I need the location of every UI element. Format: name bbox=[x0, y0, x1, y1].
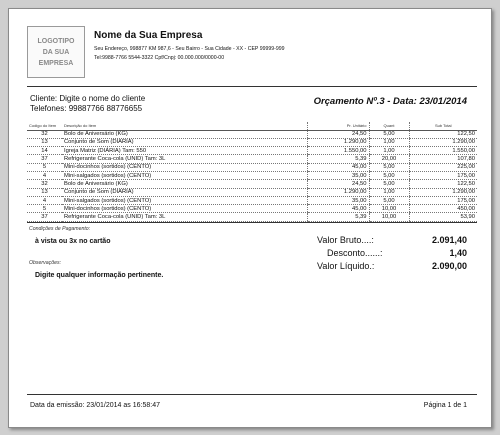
item-code: 5 bbox=[27, 205, 62, 213]
item-description: Igreja Matriz (DIÁRIA) Tam: 550 bbox=[62, 147, 307, 155]
item-unit-price: 45,00 bbox=[307, 163, 369, 171]
item-description: Mini-salgados (sortidos) (CENTO) bbox=[62, 196, 307, 204]
item-unit-price: 1.290,00 bbox=[307, 188, 369, 196]
item-description: Mini-salgados (sortidos) (CENTO) bbox=[62, 171, 307, 179]
item-description: Mini-docinhos (sortidos) (CENTO) bbox=[62, 205, 307, 213]
item-description: Mini-docinhos (sortidos) (CENTO) bbox=[62, 163, 307, 171]
footer-divider bbox=[27, 394, 477, 395]
company-logo-placeholder bbox=[27, 26, 85, 78]
item-subtotal: 175,00 bbox=[409, 196, 477, 204]
item-description: Bolo de Aniversário (KG) bbox=[62, 180, 307, 188]
discount-value: 1,40 bbox=[449, 248, 467, 258]
item-description: Refrigerante Coca-cola (UNID) Tam: 3L bbox=[62, 155, 307, 163]
item-unit-price: 24,50 bbox=[307, 130, 369, 138]
item-code: 37 bbox=[27, 213, 62, 221]
item-quantity: 20,00 bbox=[369, 155, 409, 163]
gross-total-value: 2.091,40 bbox=[431, 235, 467, 245]
company-address: Seu Endereço, 998877 KM 987,6 - Seu Bairro - Sua Cidade - XX - CEP 99999-999 bbox=[94, 46, 285, 52]
item-description: Bolo de Aniversário (KG) bbox=[62, 130, 307, 138]
item-subtotal: 225,00 bbox=[409, 163, 477, 171]
item-code: 4 bbox=[27, 171, 62, 179]
item-subtotal: 107,80 bbox=[409, 155, 477, 163]
item-code: 4 bbox=[27, 196, 62, 204]
table-row bbox=[27, 163, 477, 171]
client-phones: Telefones: 99887766 88776655 bbox=[30, 104, 143, 113]
table-row bbox=[27, 147, 477, 155]
item-code: 13 bbox=[27, 138, 62, 146]
item-quantity: 1,00 bbox=[369, 188, 409, 196]
net-total-label: Valor Líquido.: bbox=[317, 261, 375, 271]
item-subtotal: 175,00 bbox=[409, 171, 477, 179]
item-unit-price: 1.550,00 bbox=[307, 147, 369, 155]
table-row bbox=[27, 188, 477, 196]
item-quantity: 10,00 bbox=[369, 205, 409, 213]
items-table bbox=[27, 122, 477, 222]
header-unit-price: Pr. Unitário bbox=[307, 122, 369, 130]
page-number: Página 1 de 1 bbox=[423, 402, 467, 409]
logo-line: EMPRESA bbox=[38, 59, 74, 67]
client-name: Cliente: Digite o nome do cliente bbox=[30, 94, 146, 103]
item-code: 32 bbox=[27, 180, 62, 188]
item-quantity: 5,00 bbox=[369, 171, 409, 179]
gross-total-label: Valor Bruto....: bbox=[317, 235, 374, 245]
item-subtotal: 450,00 bbox=[409, 205, 477, 213]
payment-terms-label: Condições de Pagamento: bbox=[29, 226, 91, 232]
item-subtotal: 53,90 bbox=[409, 213, 477, 221]
table-row bbox=[27, 180, 477, 188]
item-subtotal: 1.550,00 bbox=[409, 147, 477, 155]
item-code: 14 bbox=[27, 147, 62, 155]
item-quantity: 10,00 bbox=[369, 213, 409, 221]
header-description: Descrição do Item bbox=[62, 122, 307, 130]
item-quantity: 5,00 bbox=[369, 196, 409, 204]
emission-date: Data da emissão: 23/01/2014 as 16:58:47 bbox=[30, 402, 160, 409]
item-subtotal: 122,50 bbox=[409, 180, 477, 188]
table-bottom-divider bbox=[27, 222, 477, 223]
discount-label: Desconto......: bbox=[327, 248, 383, 258]
item-description: Conjunto de Som (DIÁRIA) bbox=[62, 138, 307, 146]
table-row bbox=[27, 213, 477, 221]
item-description: Refrigerante Coca-cola (UNID) Tam: 3L bbox=[62, 213, 307, 221]
header-divider bbox=[27, 86, 477, 87]
header-quantity: Quant bbox=[369, 122, 409, 130]
items-table-header bbox=[27, 122, 477, 130]
company-phone-document: Tel:9988-7766 5544-3322 Cpf/Cnpj: 00.000.000/0000-00 bbox=[94, 55, 225, 61]
logo-line: LOGOTIPO bbox=[37, 37, 75, 45]
item-unit-price: 24,50 bbox=[307, 180, 369, 188]
item-quantity: 5,00 bbox=[369, 130, 409, 138]
quote-title: Orçamento Nº.3 - Data: 23/01/2014 bbox=[313, 96, 467, 107]
item-subtotal: 1.290,00 bbox=[409, 188, 477, 196]
table-row bbox=[27, 130, 477, 138]
item-unit-price: 1.290,00 bbox=[307, 138, 369, 146]
item-subtotal: 1.290,00 bbox=[409, 138, 477, 146]
item-subtotal: 122,50 bbox=[409, 130, 477, 138]
item-unit-price: 5,39 bbox=[307, 155, 369, 163]
table-row bbox=[27, 138, 477, 146]
table-row bbox=[27, 155, 477, 163]
net-total-value: 2.090,00 bbox=[431, 261, 467, 271]
table-row bbox=[27, 205, 477, 213]
item-code: 32 bbox=[27, 130, 62, 138]
header-subtotal: Sub Total bbox=[409, 122, 477, 130]
payment-terms-value: à vista ou 3x no cartão bbox=[35, 238, 111, 245]
quote-page bbox=[8, 8, 492, 428]
item-quantity: 1,00 bbox=[369, 147, 409, 155]
notes-label: Observações: bbox=[29, 260, 62, 266]
item-code: 5 bbox=[27, 163, 62, 171]
item-unit-price: 35,00 bbox=[307, 171, 369, 179]
table-row bbox=[27, 196, 477, 204]
notes-value: Digite qualquer informação pertinente. bbox=[35, 272, 164, 279]
company-name: Nome da Sua Empresa bbox=[94, 30, 203, 41]
item-unit-price: 35,00 bbox=[307, 196, 369, 204]
item-unit-price: 45,00 bbox=[307, 205, 369, 213]
item-code: 13 bbox=[27, 188, 62, 196]
header-code: Codigo do Item bbox=[27, 122, 62, 130]
item-description: Conjunto de Som (DIÁRIA) bbox=[62, 188, 307, 196]
item-quantity: 1,00 bbox=[369, 138, 409, 146]
item-quantity: 5,00 bbox=[369, 180, 409, 188]
logo-line: DA SUA bbox=[42, 48, 70, 56]
item-code: 37 bbox=[27, 155, 62, 163]
item-unit-price: 5,39 bbox=[307, 213, 369, 221]
item-quantity: 5,00 bbox=[369, 163, 409, 171]
table-row bbox=[27, 171, 477, 179]
